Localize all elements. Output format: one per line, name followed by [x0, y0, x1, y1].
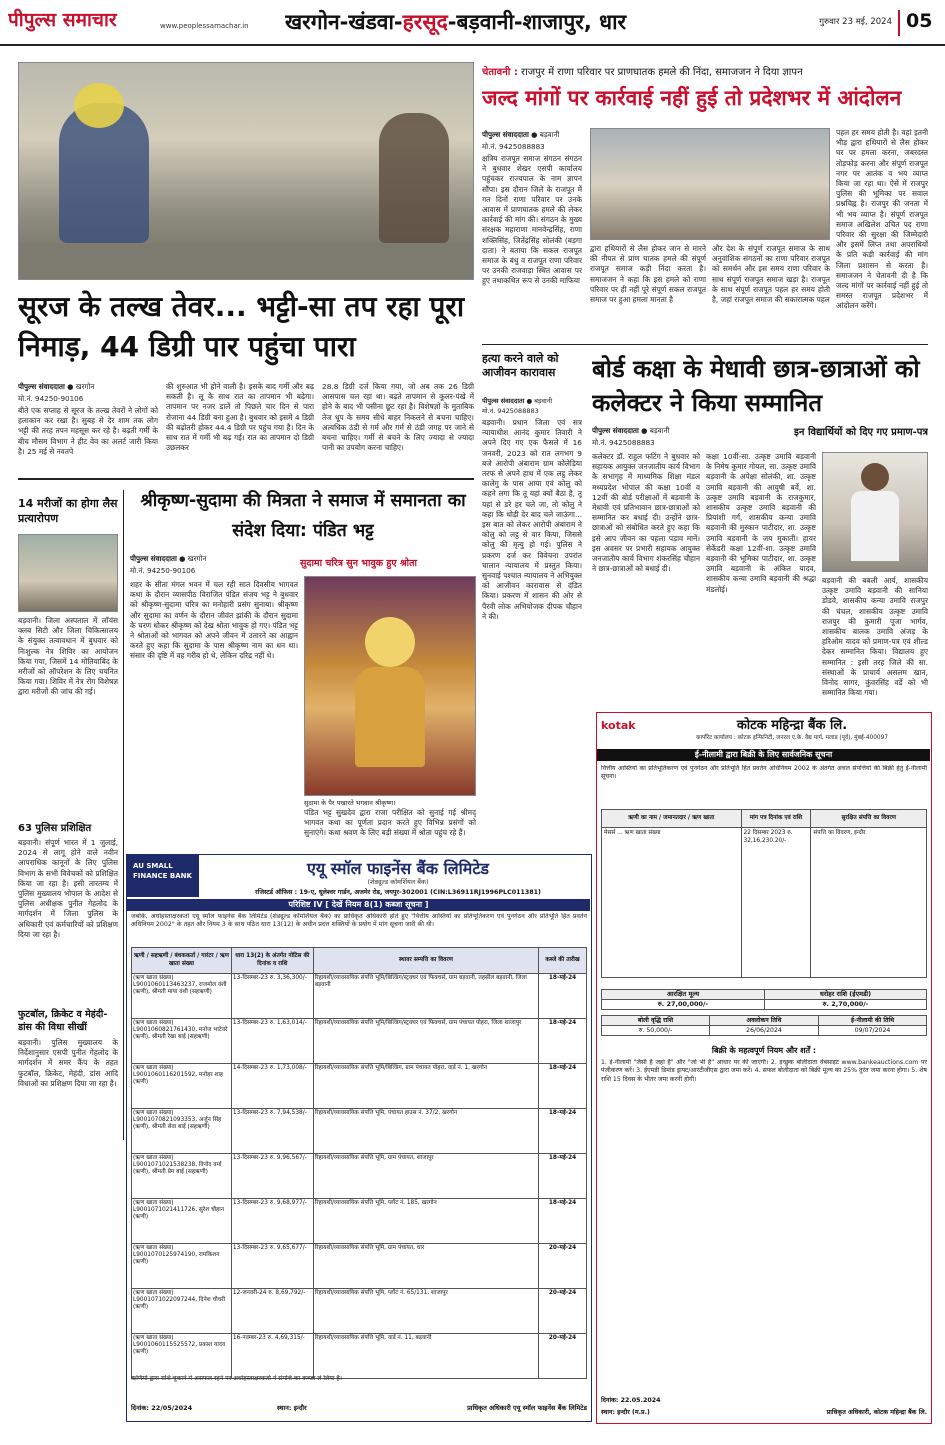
page-number: 05 [898, 10, 940, 36]
title-part-4: शाजापुर, धार [522, 10, 627, 34]
au-col-date: कब्जे की तारीख [539, 948, 587, 974]
au-cell: रिहायशी/व्यावसायिक संपत्ति भूमि, प्लॉट नं. 185, खरगोन [313, 1199, 538, 1244]
kotak-cell-property: संपत्ति का विवरण, इन्दौर [811, 828, 927, 978]
au-cell: 18-मई-24 [539, 1019, 587, 1064]
kotak-notice: ई-नीलामी द्वारा बिक्री के लिए सार्वजनिक सूचना [597, 749, 930, 761]
protest-dateline: पीपुल्स संवाददाता ● बड़वानी [482, 130, 560, 139]
board-col-1: कलेक्टर डॉ. राहुल फटिंग ने बुधवार को सहायक आयुक्त जनजातीय कार्य विभाग के सभागृह में माध्यमिक शिक्षा मंडल मध्यप्रदेश भोपाल की कक्षा 10वीं व 12वीं की बोर्ड परीक्षाओं में बड़वानी के मेधावी एवं प्रतिभावान छात्र-छात्राओं को सम्मानित कर बधाई दी। उन्होंने छात्र-छात्राओं को संबोधित करते हुए कहा कि इसे आप जीवन का पहला पड़ाव मानें। इस अवसर पर प्रभारी सहायक आयुक्त जनजातीय कार्य विभाग शंकरसिंह चौहान ने छात्र-छात्राओं को बधाई दी। [592, 452, 700, 574]
au-table-row [132, 1109, 587, 1154]
au-cell: 20-मई-24 [539, 1244, 587, 1289]
au-table-row [132, 974, 587, 1019]
kotak-place: स्थान: इन्दौर (म.प्र.) [601, 1409, 650, 1416]
kotak-terms-title: बिक्री के महत्वपूर्ण नियम और शर्तें : [711, 1046, 817, 1055]
tb-sub2: फुटबॉल, क्रिकेट व मेहंदी-डांस की विधा सीखीं [18, 1009, 108, 1033]
krishna-headline: श्रीकृष्ण-सुदामा की मित्रता ने समाज में समानता का संदेश दिया: पंडित भट्ट [140, 491, 466, 541]
website[interactable]: www.peoplessamachar.in [160, 22, 249, 30]
au-cell: रिहायशी/व्यावसायिक संपत्ति भूमि/बिल्डिंग/स्ट्रक्चर एवं फिक्चर्स, ग्राम बड़वानी, तहसील बड़वानी, जिला बड़वानी [313, 974, 538, 1019]
au-cell: (ऋण खाता संख्या) L9001060115525572, प्रकाश यादव (ऋणी) [132, 1334, 232, 1379]
kotak-col-borrower: ऋणी का नाम / जमानतदार / ऋण खाता [602, 810, 742, 828]
krishna-dateline: पीपुल्स संवाददाता ● खरगोन [130, 554, 207, 563]
au-table-row [132, 1154, 587, 1199]
au-cell: 16-नवम्बर-23 रु. 4,69,315/- [231, 1334, 313, 1379]
au-table-row [132, 1244, 587, 1289]
au-cell: 18-मई-24 [539, 1199, 587, 1244]
protest-col-2: द्वारा हथियारों से लैस होकर जान से मारने की नीयत से प्राण घातक हमले की संपूर्ण राजपूत समाज कड़ी निंदा करता है। समाजजन ने कहा कि इस हमले को राणा परिवार पर ही नहीं पूरे संपूर्ण सकल राजपूत समाज पर हुआ हमला मानता है [590, 244, 706, 305]
au-signatory: प्राधिकृत अधिकारी एयू स्मॉल फाइनेंस बैंक लिमिटेड [467, 1404, 587, 1412]
title-part-1: खरगोन-खंडवा- [285, 10, 403, 34]
krishna-photo-sub: सुदामा के पैर पखारते भगवान श्रीकृष्ण। [304, 799, 396, 807]
au-col-notice: धारा 13(2) के अंतर्गत नोटिस की दिनांक व राशि [231, 948, 313, 974]
photo-heat [18, 62, 474, 280]
au-cell: (ऋण खाता संख्या) L9001071021411726, सुरेश चौहान (ऋणी) [132, 1199, 232, 1244]
kotak-ad [596, 712, 932, 1424]
protest-mobile: मो.नं. 9425088883 [482, 142, 545, 151]
board-mobile: मो.नं. 9425088883 [592, 438, 655, 447]
protest-col-3: और देश के संपूर्ण राजपूत समाज के साथ अनुवांशिक संगठनों का राणा परिवार राजपूत को समर्थन और इस समय राणा परिवार के साथ संपूर्ण राजपूत समाज खड़ा है। राजपूत के साथ संपूर्ण राजपूत पहल हर समय होती है, जहां राजपूत समाज की सकारात्मक पहल [712, 244, 830, 305]
kotak-terms: 1. ई-नीलामी "जैसी है जहां है" और "जो भी है" आधार पर की जाएगी। 2. इच्छुक बोलीदाता वेबसाइट www.bankeauctions.com पर पंजीकरण करें। 3. ईएमडी डिमांड ड्राफ्ट/आरटीजीएस द्वारा जमा करें। 4. सफल बोलीदाता को बिक्री मूल्य का 25% तुरंत जमा करना होगा। 5. शेष राशि 15 दिवस के भीतर जमा करनी होगी। [601, 1059, 927, 1083]
au-table [131, 947, 587, 1379]
kotak-col-property: सुरक्षित संपत्ति का विवरण [811, 810, 927, 828]
au-table-row [132, 1289, 587, 1334]
title-part-3: -बड़वानी- [447, 10, 523, 34]
au-cell: 20-मई-24 [539, 1289, 587, 1334]
protest-col-4: पहल हर समय होती है। वहां इतनी भीड़ द्वारा हथियारों से लैस होकर घर पर हमला करना, जबरदस्त तोड़फोड़ करना और संपूर्ण राजपूत नगर पर आतंक व भय व्याप्त किया जा रहा था। ऐसे में राजपुर पुलिस की भूमिका पर सवाल प्रश्नचिह्न है। राजपुर की जनता में भी भय व्याप्त है। संपूर्ण राजपूत समाज अखिलेश उचित पद राणा परिवार की सुरक्षा की जिम्मेदारी और इसमें लिप्त तथा अपराधियों के प्रति कड़ी कार्रवाई की मांग जिला प्रशासन से करता है। समाजजन ने चेतावनी दी है कि जल्द मांगों पर कार्रवाई नहीं हुई तो समस्त राजपूत प्रदेशभर में आंदोलन करेंगे। [836, 128, 928, 311]
au-date: दिनांक: 22/05/2024 [131, 1404, 193, 1412]
au-cell: (ऋण खाता संख्या) L9001060821761430, मनोज भाटेवरे (ऋणी), श्रीमती रेखा बाई (सहऋणी) [132, 1019, 232, 1064]
au-cell: 12-जनवरी-24 रु. 8,69,792/- [231, 1289, 313, 1334]
kotak-emd: रु. 2,70,000/- [765, 1000, 927, 1010]
au-cell: रिहायशी/व्यावसायिक संपत्ति भूमि, वार्ड नं. 11, बड़वानी [313, 1334, 538, 1379]
au-cell: रिहायशी/व्यावसायिक संपत्ति भूमि/बिल्डिंग/स्ट्रक्चर एवं फिक्चर्स, ग्राम पंचायत पोहरा, जिला शाजापुर [313, 1019, 538, 1064]
section-title [285, 8, 805, 38]
protest-col-1: क्षत्रिय राजपूत समाज संगठन संगठन ने बुधवार शेखर एसपी कार्यालय पहुंचकर राज्यपाल के नाम ज्ञापन सौंपा। इस दौरान जिले के राजपूत में गत दिनों राणा परिवार पर उनके आवास में प्राणघातक हमले की लेकर कार्रवाई की मांग की। संगठन के मुख्य संरक्षक महाराणा मानवेन्द्रसिंह, राणा शक्तिसिंह, जितेंद्रसिंह सोलंकी (बड़गा दाता) ने बताया कि सकल राजपूत समाज के बंधु व राजपूत राणा परिवार पर उनकी राजवाड़ा स्थित आवास पर हुए तथाकथित रूप से उनकी माफिया [482, 154, 582, 286]
au-cell: (ऋण खाता संख्या) L9001071021538238, विनोद वर्मा (ऋणी), श्रीमती प्रेम बाई (सहऋणी) [132, 1154, 232, 1199]
kotak-office: कार्पोरेट कार्यालय : कोटक इन्फिनिटी, जनरल ए.के. वैद्य मार्ग, मलाड (पूर्व), मुंबई-400097 [696, 735, 888, 741]
au-office: रजिस्टर्ड ऑफिस : 19-ए, धूलेश्वर गार्डन, अजमेर रोड, जयपुर-302001 (CIN:L36911RJ1996PLC011381) [255, 889, 541, 896]
au-cell: 13-दिसम्बर-23 रु. 9,68,977/- [231, 1199, 313, 1244]
photo-collector [822, 452, 928, 572]
murder-body: बड़वानी। प्रधान जिला एवं सत्र न्यायाधीश आनंद कुमार तिवारी ने अपने दिए गए एक फैसले में 16 जनवरी, 2023 को रात लगभग 9 बजे आरोपी अंबाराम ग्राम कोलेड़िया तरफ से अपने हाथ में एक लट्ठ लेकर कालेगु के पास आया एवं कोलु को कहने लगा कि तू यहां क्यों बैठा है, तू यहां से डरे हर चले जा, तो कोलु ने कहा कि थोड़ी देर बाद चले जाऊंगा... इस बात को लेकर आरोपी अंबाराम ने कोलु को लट्ठ से वार किया, जिससे कोलु की मृत्यु हो गई। पुलिस ने प्रकरण दर्ज कर विवेचना उपरांत चालान न्यायालय में प्रस्तुत किया। सुनवाई पश्चात न्यायालय ने अभियुक्त को आजीवन कारावास से दंडित किया। प्रकरण में शासन की ओर से पैरवी लोक अभियोजक दीपक चौहान ने की। [482, 418, 582, 621]
au-cell: 13-दिसम्बर-23 रु. 9,96,567/- [231, 1154, 313, 1199]
kotak-logo: kotak [601, 719, 636, 732]
au-cell: रिहायशी/व्यावसायिक संपत्ति भूमि, ग्राम पंचायत, शाजापुर [313, 1154, 538, 1199]
heat-col-1: बीते एक सप्ताह से सूरज के तल्ख तेवरों ने लोगों को हलाकान कर रखा है। सुबह से देर शाम तक लोग भट्टी की तरह तपन महसूस कर रहे है। बढ़ती गर्मी के बीच मौसम विभाग ने हीट वेव का अलर्ट जारी किया है। 25 मई से नवतपे [18, 406, 158, 456]
au-cell: 13-दिसम्बर-23 रु. 3,36,300/- [231, 974, 313, 1019]
au-cell: रिहायशी/व्यावसायिक संपत्ति भूमि/बिल्डिंग, ग्राम पंचायत पोहरा, वार्ड नं. 1, खरगोन [313, 1064, 538, 1109]
au-cell: (ऋण खाता संख्या) L9001070821093353, अर्जुन सिंह (ऋणी), श्रीमती सेवा बाई (सहऋणी) [132, 1109, 232, 1154]
murder-headline: हत्या करने वाले को आजीवन कारावास [482, 352, 559, 379]
kotak-signatory: प्राधिकृत अधिकारी, कोटक महिन्द्रा बैंक लि. [826, 1409, 927, 1416]
issue-date: गुरुवार 23 मई, 2024 [819, 17, 892, 27]
au-logo: AU SMALL FINANCE BANK [127, 855, 199, 897]
krishna-body-2: पंडित भट्ट सुखदेव द्वारा राजा परीक्षित को सुनाई गई श्रीमद् भागवत कथा का पूर्णता प्रदान करते हुए विभिन्न प्रसंगों को सुनाएंगे। कथा श्रवण के लिए बड़ी संख्या में श्रोता पहुंच रहे हैं। [304, 808, 476, 838]
board-dateline: पीपुल्स संवाददाता ● बड़वानी [592, 426, 670, 435]
au-bank-name: एयू स्मॉल फाइनेंस बैंक लिमिटेड [307, 859, 489, 878]
heat-headline: सूरज के तल्ख तेवर... भट्टी-सा तप रहा पूरा निमाड़, 44 डिग्री पार पहुंचा पारा [18, 290, 465, 363]
krishna-body: शहर के सीता मंगल भवन में चल रही सात दिवसीय भागवत कथा के दौरान व्यासपीठ विराजित पंडित संजय भट्ट ने बुधवार को श्रीकृष्ण-सुदामा चरित्र का मनोहारी प्रसंग सुनाया। श्रीकृष्ण और सुदामा का वर्णन के दौरान जीवंत झांकी के दौरान सुदामा के चरण धोकर श्रीकृष्ण को देख श्रोता भावुक हो गए। पंडित भट्ट ने श्रोताओं को भागवत को अपने जीवन में उतारने का आह्वान करते हुए कहा कि सुदामा के पास श्रीकृष्ण नाम का धन था। संसार की दृष्टि में वह गरीब हो थे, लेकिन दरिद्र नहीं थे। [130, 580, 298, 661]
au-cell: (ऋण खाता संख्या) L9001070125974190, रामकिशन (ऋणी) [132, 1244, 232, 1289]
au-cell: 18-मई-24 [539, 974, 587, 1019]
au-cell: (ऋण खाता संख्या) L9001060113463237, राजमोल वंशी (ऋणी), श्रीमती माया वंशी (सहऋणी) [132, 974, 232, 1019]
au-cell: रिहायशी/व्यावसायिक संपत्ति भूमि, ग्राम पंचायत, धार [313, 1244, 538, 1289]
murder-mobile: मो.नं. 9425088883 [482, 407, 539, 415]
kotak-intro: वित्तीय आस्तियों का प्रतिभूतिकरण एवं पुनर्गठन और प्रतिभूति हित प्रवर्तन अधिनियम 2002 के अंतर्गत अचल संपत्तियों की बिक्री हेतु ई-नीलामी सूचना। [601, 765, 927, 780]
kotak-table [601, 809, 927, 978]
au-table-row [132, 1199, 587, 1244]
kotak-schedule-table: बोली वृद्धि राशि अवलोकन तिथि ई-नीलामी की तिथि रु. 50,000/- 26/06/2024 09/07/2024 [601, 1015, 927, 1036]
au-bank-sub: (शेड्यूल्ड कॉमर्शियल बैंक) [367, 878, 429, 886]
kotak-cell-demand: 22 दिसम्बर 2023 रु. 32,16,230.20/- [741, 828, 811, 978]
title-part-2: हरसूद [402, 10, 448, 34]
kotak-cell-borrower: मेसर्स ... ऋण खाता संख्या [602, 828, 742, 978]
board-headline: बोर्ड कक्षा के मेधावी छात्र-छात्राओं को कलेक्टर ने किया सम्मानित [592, 355, 920, 417]
au-cell: 18-मई-24 [539, 1109, 587, 1154]
photo-krishna [304, 576, 476, 796]
kotak-reserve-price: रु. 27,00,000/- [602, 1000, 765, 1010]
board-col-3: बड़वानी की बबली आर्य, शासकीय उत्कृष्ट उमावि बड़वानी की सानिया डोडवे, शासकीय कन्या उमावि राजपुर की चंचल, शासकीय उत्कृष्ट उमावि राजपुर की कुमारी पूजा भार्गव, शासकीय बालक उमावि अंजड़ के हरिओम यादव को प्रमाण-पत्र एवं शील्ड देकर सम्मानित किया। विद्यालय हुए सम्मानित : इसी तरह जिले की सा. संस्थाओं के प्राचार्य असलम खान, विनोद सागर, कुंवरसिंह वर्डे को भी सम्मानित किया गया। [822, 576, 928, 698]
board-col-2: कक्षा 10वीं-सा. उत्कृष्ट उमावि बड़वानी के निमेष कुमार गोयल, सा. उत्कृष्ट उमावि बड़वानी के अपेक्षा सोलंकी, शा. उत्कृष्ट उमावि बड़वानी की आयुषी बर्वे, शा. उत्कृष्ट उमावि बड़वानी के राजकुमार, शासकीय उत्कृष्ट उमावि बड़वानी की प्रियांशी गर्ग, शासकीय कन्या उमावि बड़वानी की मुस्कान पाटीदार, शा. उत्कृष्ट उमावि बड़वानी के जय मुकाती। हायर सेकेंडरी कक्षा 12वीं-शा. उत्कृष्ट उमावि बड़वानी की भूमिका पाटीदार, शा. उत्कृष्ट उमावि बड़वानी के अंकित यादव, शासकीय कन्या उमावि बड़वानी की श्रद्धा मंडलोई। [706, 452, 816, 594]
au-cell: 18-मई-24 [539, 1154, 587, 1199]
au-cell: 14-दिसम्बर-23 रु. 1,73,008/- [231, 1064, 313, 1109]
krishna-mobile: मो.नं. 94250-90106 [130, 566, 196, 575]
paper-logo: पीपुल्स समाचार [8, 9, 117, 31]
au-cell: 13-दिसम्बर-23 रु. 9,65,677/- [231, 1244, 313, 1289]
au-place: स्थान: इन्दौर [277, 1404, 307, 1412]
kotak-price-table: आरक्षित मूल्य धरोहर राशि (ईएमडी) रु. 27,00,000/- रु. 2,70,000/- [601, 989, 927, 1010]
heat-col-3: 28.8 डिग्री दर्ज किया गया, जो अब तक 26 डिग्री आसपास चल रहा था। बढ़ते तापमान से कूलर-पंखे में होने के बाद भी पसीना छूट रहा है। विशेषज्ञों के मुताबिक तेज धूप के समय सीधे बाहर निकलने से बचना चाहिए। अत्यधिक ठंडी से गर्म और गर्म से ठंडी जगह पर जाने से बचना चाहिए। गर्मी से बचने के लिए ज्यादा से ज्यादा पानी का उपयोग करना चाहिए। [322, 382, 474, 453]
tb-sub2-body: बड़वानी। पुलिस मुख्यालय के निर्देशानुसार एसपी पुनीत गेहलोद के मार्गदर्शन में समर कैंप के तहत फुटबॉल, क्रिकेट, मेहंदी, डांस आदि विधाओं का प्रशिक्षण दिया जा रहा है। [18, 1038, 118, 1088]
au-table-row [132, 1334, 587, 1379]
protest-kicker: चेतावनी : राजपुर में राणा परिवार पर प्राणघातक हमले की निंदा, समाजजन ने दिया ज्ञापन [482, 67, 803, 78]
au-cell: रिहायशी/व्यावसायिक संपत्ति भूमि, प्लॉट नं. 65/131, शाजापुर [313, 1289, 538, 1334]
au-cell: रिहायशी/व्यावसायिक संपत्ति भूमि, पंचायत हाउस नं. 37/2, खरगोन [313, 1109, 538, 1154]
au-cell: (ऋण खाता संख्या) L9001060116201592, मनोहर शाह (ऋणी) [132, 1064, 232, 1109]
au-notice: परिशिष्ट IV [ देखें नियम 8(1) कब्जा सूचना ] [127, 899, 590, 911]
kotak-bank-name: कोटक महिन्द्रा बैंक लि. [736, 718, 848, 733]
kotak-date: दिनांक: 22.05.2024 [601, 1397, 661, 1404]
tb-sub1-body: बड़वानी। संपूर्ण भारत में 1 जुलाई, 2024 से लागू होने वाले नवीन आपराधिक कानूनों के लिए पुलिस विभाग के सभी विवेचकों को प्रशिक्षित किया जा रहा है। इसी तारतम्य में पुलिस मुख्यालय भोपाल के आदेश से पुलिस अधीक्षक पुनीत गेहलोद के मार्गदर्शन में जिला पुलिस के अधिकारी एवं कर्मचारियों को प्रशिक्षण दिया जा रहा है। [18, 838, 118, 939]
murder-dateline: पीपुल्स संवाददाता ● बड़वानी [482, 397, 552, 405]
au-col-borrower: ऋणी / सहऋणी / बंधककर्ता / गारंटर / ऋण खाता संख्या [132, 948, 232, 974]
photo-protest [590, 128, 830, 240]
au-cell: 20-मई-24 [539, 1334, 587, 1379]
au-table-row [132, 1019, 587, 1064]
au-cell: 18-मई-24 [539, 1064, 587, 1109]
kotak-col-demand: मांग पत्र दिनांक एवं राशि [741, 810, 811, 828]
au-cell: 13-दिसम्बर-23 रु. 7,94,538/- [231, 1109, 313, 1154]
tb-headline: 14 मरीजों का होगा लैस प्रत्यारोपण [18, 497, 118, 525]
au-col-property: स्थावर सम्पत्ति का विवरण [313, 948, 538, 974]
au-footer: ऋणियों द्वारा राशि चुकाने में असफल रहने पर अधोहस्ताक्षरकर्ता ने संपत्ति का कब्जा ले लिया है। [131, 1375, 343, 1382]
au-table-row [132, 1064, 587, 1109]
heat-mobile: मो.नं. 94250-90106 [18, 394, 84, 403]
heat-col-2: की शुरुआत भी होने वाली है। इसके बाद गर्मी और बढ़ सकती है। लू के साथ रात का तापमान भी बढ़ेगा। तापमान पर नजर डालें तो पिछले चार दिन से पारा रोजाना 44 डिग्री बना हुआ है। बुधवार को इसमें 4 डिग्री की बढ़ोतरी होकर 44.4 डिग्री पर पहुंच गया है। दिन के साथ रात में गर्मी भी बढ़ गई। रात का तापमान दो डिग्री उछलकर [166, 382, 314, 453]
au-ad [126, 854, 592, 1422]
board-subhead: इन विद्यार्थियों को दिए गए प्रमाण-पत्र [794, 427, 928, 438]
heat-dateline: पीपुल्स संवाददाता ● खरगोन [18, 382, 95, 391]
au-cell: (ऋण खाता संख्या) L9001071022097244, दिनेश चौधरी (ऋणी) [132, 1289, 232, 1334]
au-cell: 13-दिसम्बर-23 रु. 1,63,014/- [231, 1019, 313, 1064]
tb-sub1: 63 पुलिस प्रशिक्षित [18, 823, 92, 834]
au-intro: जबकि, अधोहस्ताक्षरकर्ता एयू स्मॉल फाइनेंस बैंक लिमिटेड (शेड्यूल्ड कॉमर्शियल बैंक) का प्राधिकृत अधिकारी होते हुए "वित्तीय आस्तियों का प्रतिभूतिकरण एवं पुनर्गठन और प्रतिभूति हित प्रवर्तन अधिनियम 2002" के तहत और नियम 3 के साथ पठित धारा 13(12) के अधीन प्रदत्त शक्तियों के प्रयोग में मांग सूचना जारी की थी। [131, 913, 587, 928]
tb-body: बड़वानी। जिला अस्पताल में लॉयंस क्लब सिटी और जिला चिकित्सालय के संयुक्त तत्वावधान में बुधवार को निःशुल्क नेत्र शिविर का आयोजन किया गया, जिसमें 14 मोतियाबिंद के मरीजों को ऑपरेशन के लिए चयनित किया गया। शिविर में नेत्र रोग विशेषज्ञ द्वारा मरीजों की जांच की गई। [18, 616, 118, 697]
photo-tb [18, 534, 118, 612]
protest-headline: जल्द मांगों पर कार्रवाई नहीं हुई तो प्रदेशभर में आंदोलन [482, 86, 902, 110]
masthead [0, 0, 945, 46]
krishna-photo-caption: सुदामा चरित्र सुन भावुक हुए श्रोता [300, 558, 417, 569]
